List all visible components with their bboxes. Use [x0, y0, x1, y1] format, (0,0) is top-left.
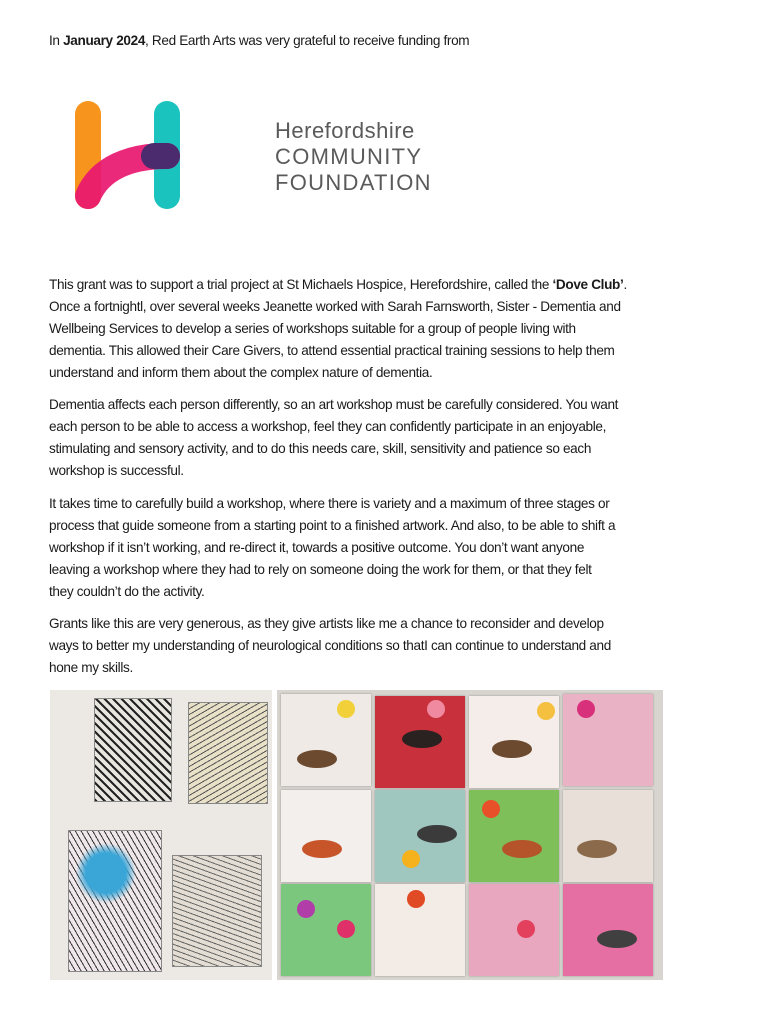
p3-line: leaving a workshop where they had to rely on someone doing the work for them, or that they felt	[49, 562, 592, 577]
collage-tile	[469, 884, 559, 976]
p2-line: each person to be able to access a workshop, feel they can confidently participate in an enjoyable,	[49, 419, 607, 434]
bird-cutout	[502, 840, 542, 858]
herefordshire-community-foundation-logo: Herefordshire COMMUNITY FOUNDATION	[70, 98, 370, 213]
bird-cutout	[577, 840, 617, 858]
flower-cutout	[297, 900, 315, 918]
flower-cutout	[427, 700, 445, 718]
flower-cutout	[407, 890, 425, 908]
logo-h-mark-icon	[70, 98, 190, 213]
flower-cutout	[577, 700, 595, 718]
flower-cutout	[482, 800, 500, 818]
p1-line: dementia. This allowed their Care Givers, to attend essential practical training sessions to help them	[49, 343, 615, 358]
collage-tile	[563, 790, 653, 882]
lino-print-artworks-photo	[50, 690, 272, 980]
flower-cutout	[337, 920, 355, 938]
p3-line: they couldn’t do the activity.	[49, 584, 205, 599]
flower-cutout	[517, 920, 535, 938]
artwork	[172, 855, 262, 967]
collage-tile	[281, 884, 371, 976]
flower-cutout	[337, 700, 355, 718]
bird-cutout	[492, 740, 532, 758]
p2-line: Dementia affects each person differently, so an art workshop must be carefully considered. You want	[49, 397, 619, 412]
artwork	[188, 702, 268, 804]
bird-cutout	[597, 930, 637, 948]
p3-line: process that guide someone from a starting point to a finished artwork. And also, to be able to shift a	[49, 518, 616, 533]
p3-line: workshop if it isn’t working, and re-direct it, towards a positive outcome. You don’t want anyone	[49, 540, 585, 555]
p2-line: stimulating and sensory activity, and to do this needs care, skill, sensitivity and patience so each	[49, 441, 592, 456]
bird-cutout	[417, 825, 457, 843]
flower-cutout	[537, 702, 555, 720]
intro-text: In January 2024, Red Earth Arts was very grateful to receive funding from	[49, 33, 470, 48]
artwork	[68, 830, 162, 972]
bird-cutout	[402, 730, 442, 748]
p1-line: understand and inform them about the complex nature of dementia.	[49, 365, 433, 380]
artwork	[94, 698, 172, 802]
p1-line: Wellbeing Services to develop a series of workshops suitable for a group of people living with	[49, 321, 576, 336]
bird-collage-artworks-photo	[277, 690, 663, 980]
collage-tile	[281, 790, 371, 882]
flower-cutout	[402, 850, 420, 868]
p4-line: ways to better my understanding of neurological conditions so thatI can continue to understand and	[49, 638, 611, 653]
p2-line: workshop is successful.	[49, 463, 184, 478]
p4-line: hone my skills.	[49, 660, 133, 675]
p1-line: Once a fortnightl, over several weeks Jeanette worked with Sarah Farnsworth, Sister - Dementia and	[49, 299, 621, 314]
bird-cutout	[302, 840, 342, 858]
p3-line: It takes time to carefully build a workshop, where there is variety and a maximum of three stages or	[49, 496, 610, 511]
p4-line: Grants like this are very generous, as they give artists like me a chance to reconsider and develop	[49, 616, 604, 631]
collage-tile	[281, 694, 371, 786]
bird-cutout	[297, 750, 337, 768]
p1-line: This grant was to support a trial project at St Michaels Hospice, Herefordshire, called the ‘Dove Club’.	[49, 277, 627, 292]
